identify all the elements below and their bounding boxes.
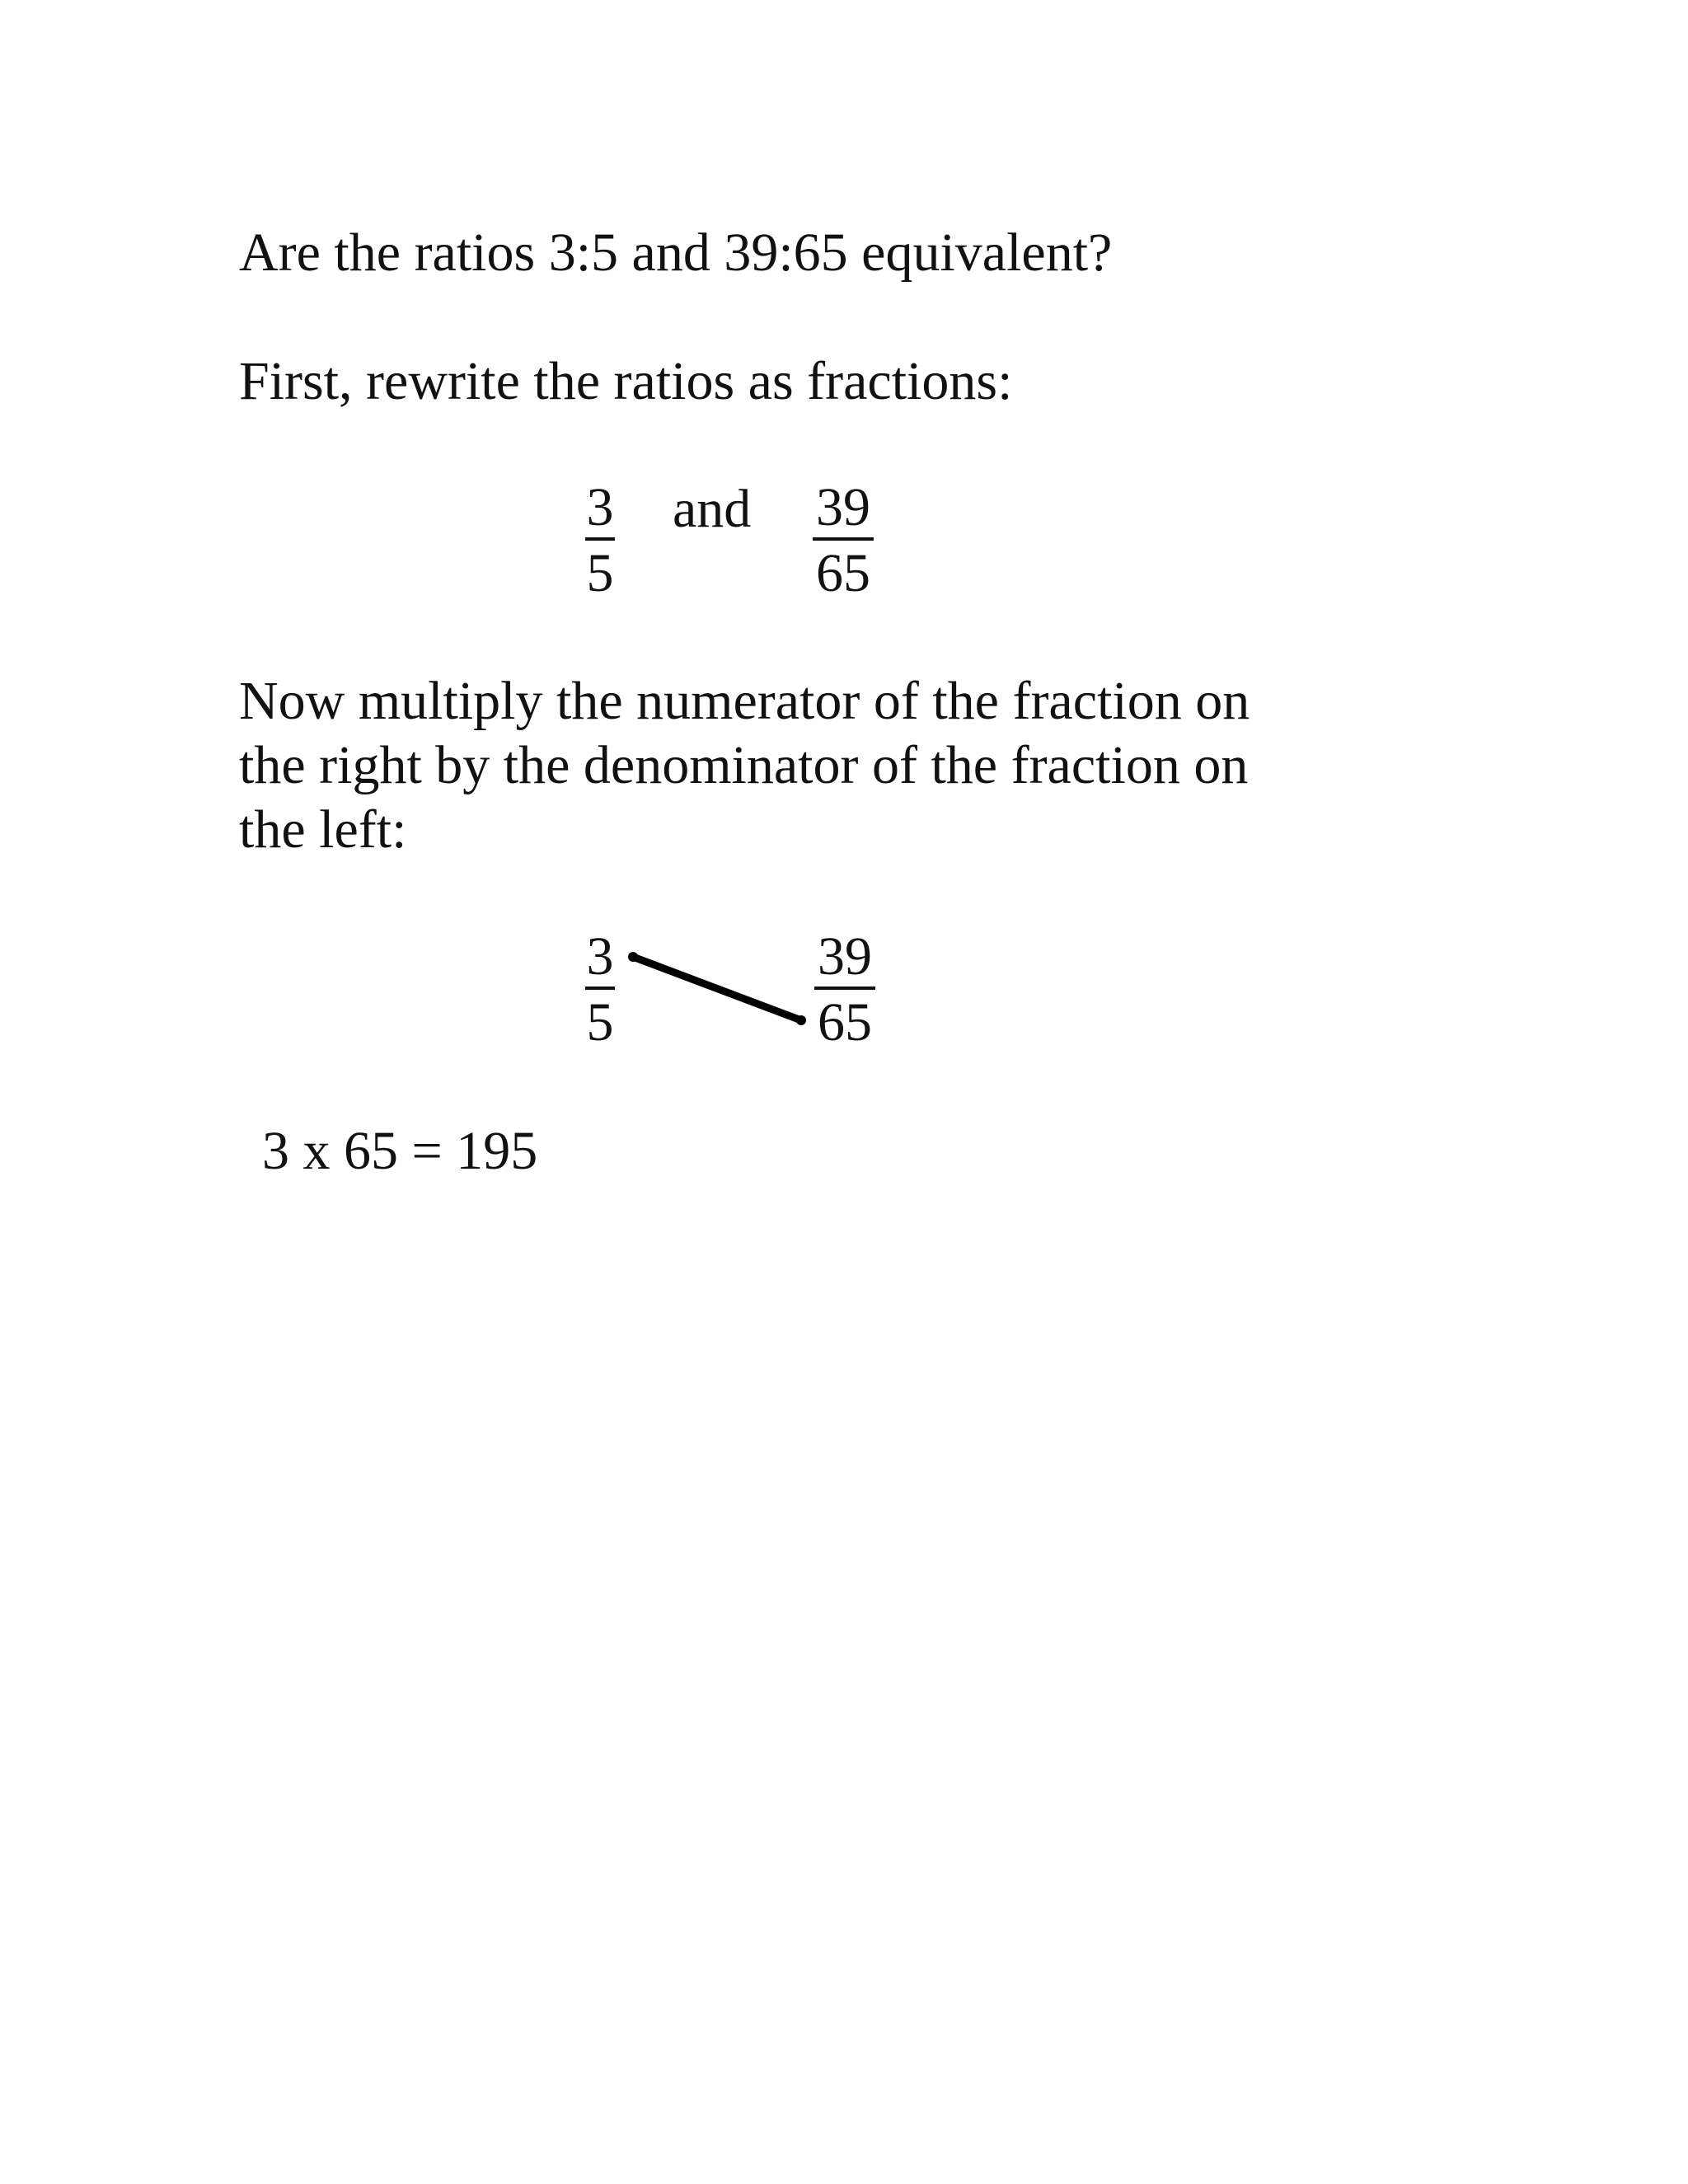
fraction-right-numerator: 39	[816, 477, 870, 537]
fraction-left-denominator: 5	[586, 543, 614, 603]
cross-multiply-line	[633, 957, 801, 1020]
fraction-left-numerator: 3	[586, 477, 614, 537]
fraction-right	[806, 478, 880, 603]
cross-fraction-left-numerator: 3	[586, 926, 614, 987]
question-text: Are the ratios 3:5 and 39:65 equivalent?	[239, 223, 1113, 283]
step2-line-1: Now multiply the numerator of the fraction on	[239, 671, 1250, 731]
cross-fraction-right	[808, 927, 882, 1052]
fraction-left	[563, 478, 637, 603]
fraction-right-denominator: 65	[816, 543, 870, 603]
calculation-text: 3 x 65 = 195	[262, 1121, 538, 1181]
cross-fraction-right-numerator: 39	[818, 926, 872, 987]
step2-line-3: the left:	[239, 799, 407, 860]
step2-line-2: the right by the denominator of the fraction on	[239, 735, 1249, 795]
cross-multiply-line-end-dot	[796, 1015, 806, 1025]
step1-text: First, rewrite the ratios as fractions:	[239, 351, 1013, 411]
cross-fraction-left	[563, 927, 637, 1052]
cross-fraction-right-denominator: 65	[818, 992, 872, 1052]
and-connector: and	[673, 479, 752, 539]
cross-fraction-left-denominator: 5	[586, 992, 614, 1052]
